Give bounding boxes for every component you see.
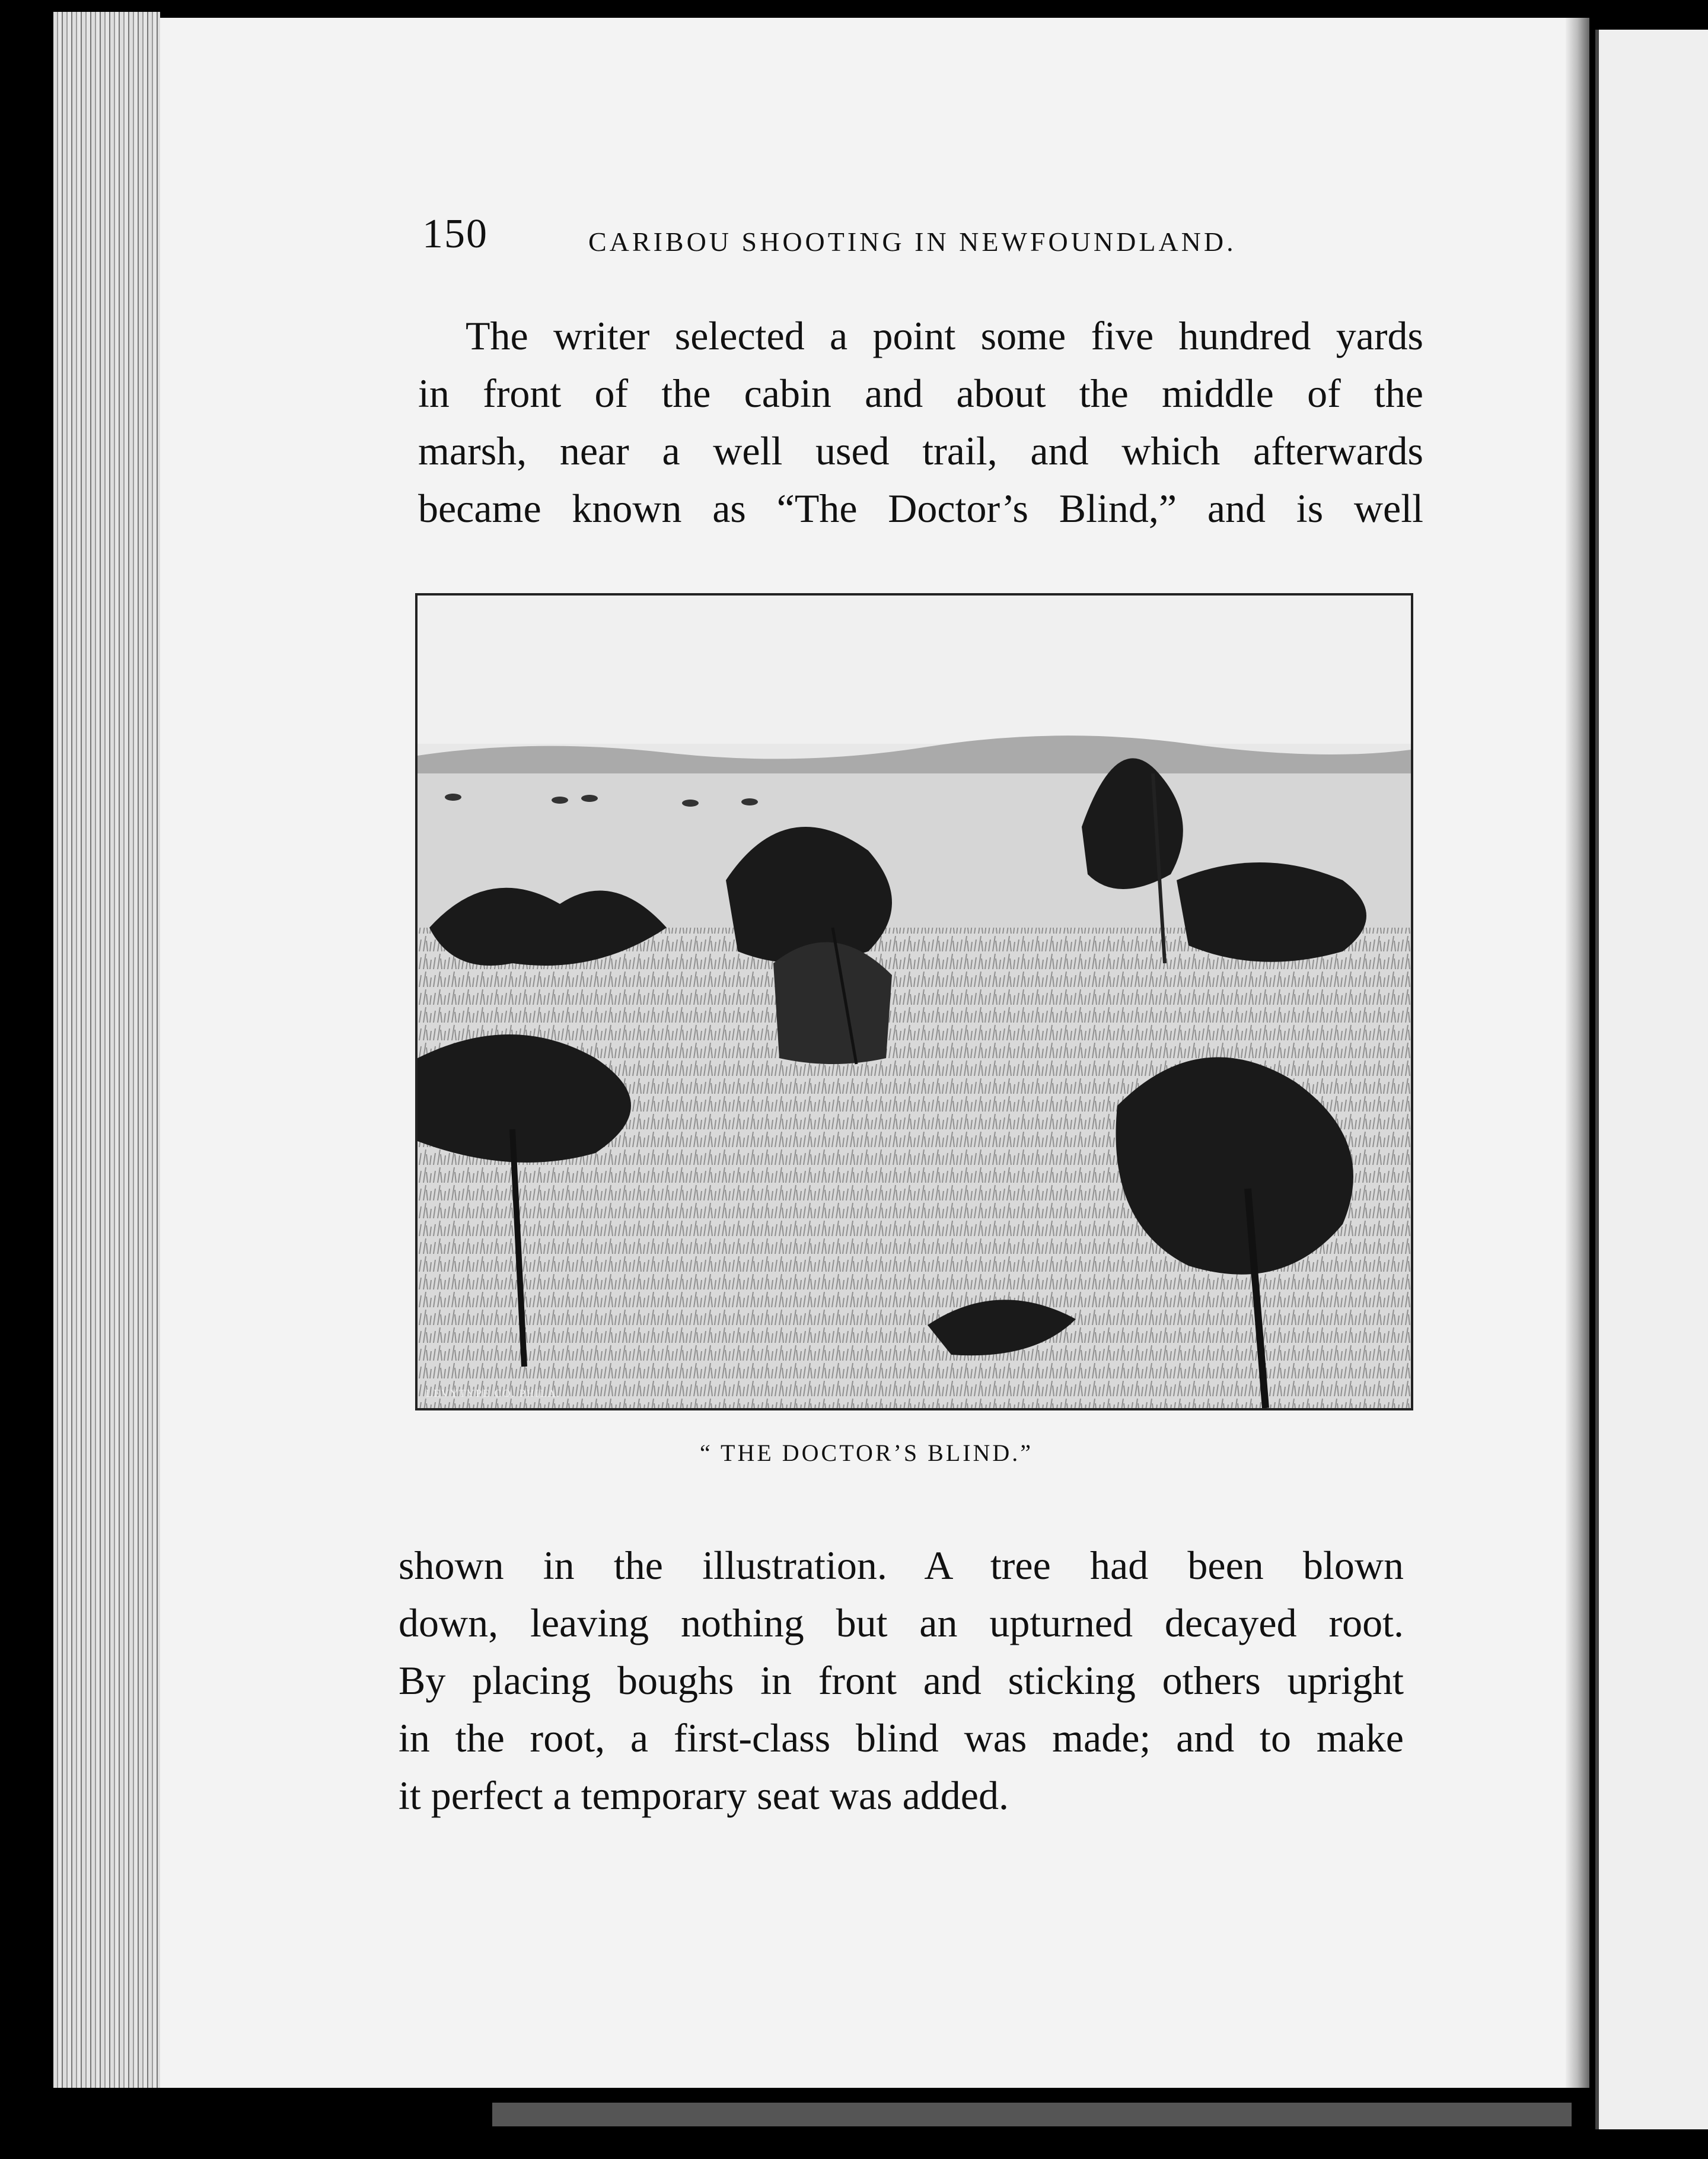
text-line: became known as “The Doctor’s Blind,” and is well (418, 486, 1423, 531)
text-line: shown in the illustration. A tree had been blown (399, 1543, 1404, 1588)
text-line: it perfect a temporary seat was added. (399, 1773, 1009, 1818)
illustration-doctors-blind (415, 593, 1413, 1410)
text-line: marsh, near a well used trail, and which afterwards (418, 428, 1423, 473)
text-line: The writer selected a point some five hundred yards (466, 313, 1423, 358)
page-number: 150 (422, 211, 488, 257)
running-title: CARIBOU SHOOTING IN NEWFOUNDLAND. (588, 227, 1237, 257)
facing-page (1595, 30, 1708, 2129)
page-bottom-shadow (492, 2103, 1572, 2126)
paragraph-top (418, 307, 1423, 537)
page-gutter-shadow (1566, 18, 1589, 2088)
book-page-edges (53, 12, 160, 2088)
landscape-sketch (418, 596, 1411, 1408)
paragraph-bottom (399, 1537, 1404, 1824)
engraver-mark: LEVYTYPE CO. PHILA. (426, 1387, 560, 1399)
illustration-caption: “ THE DOCTOR’S BLIND.” (700, 1440, 1034, 1466)
text-line: in the root, a first-class blind was made; and to make (399, 1715, 1404, 1760)
text-line: in front of the cabin and about the middle of the (418, 371, 1423, 416)
running-head (422, 211, 1267, 264)
text-line: By placing boughs in front and sticking others upright (399, 1658, 1404, 1703)
text-line: down, leaving nothing but an upturned decayed root. (399, 1600, 1404, 1645)
